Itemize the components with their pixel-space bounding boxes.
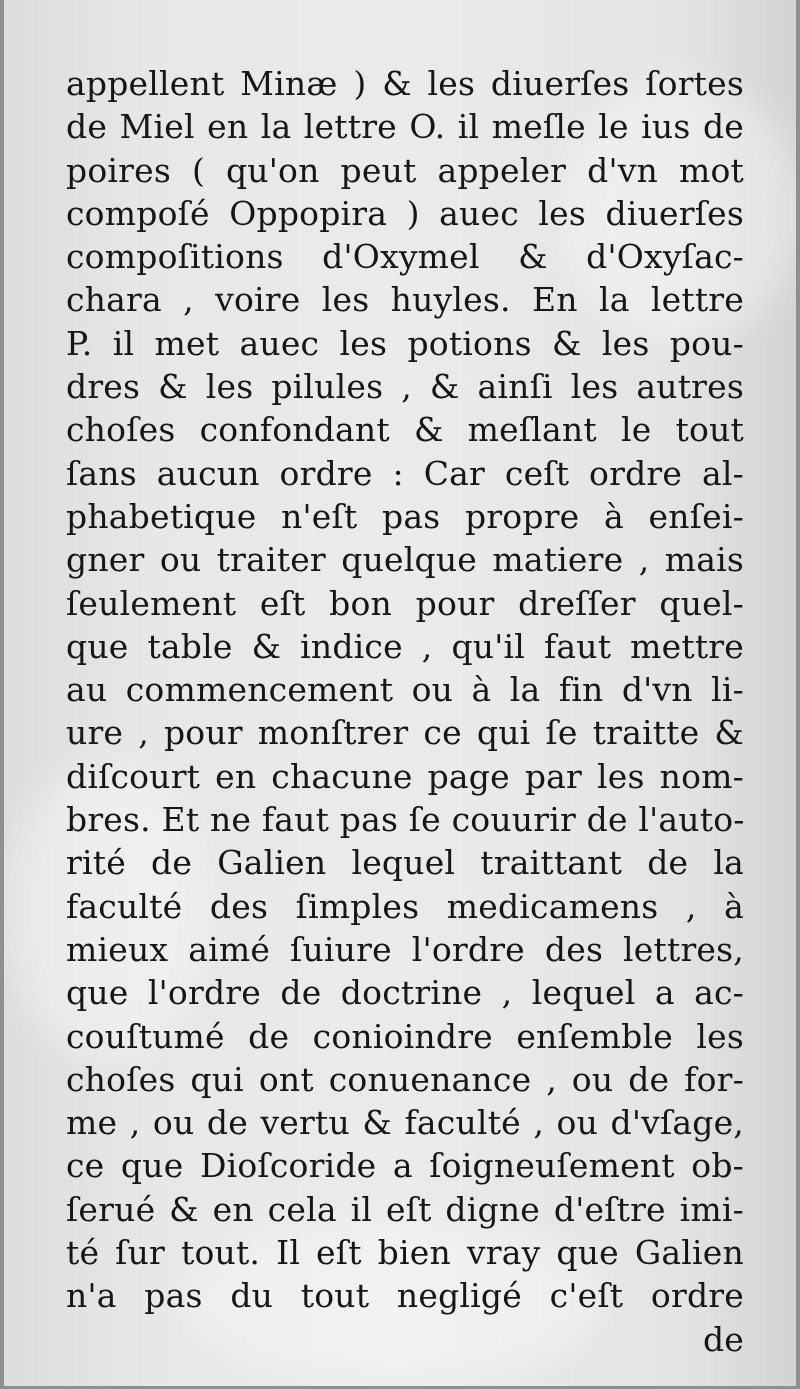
text-line: mieux aimé ſuiure l'ordre des lettres, [66,929,744,969]
text-line: me , ou de vertu & faculté , ou d'vſage, [66,1103,744,1143]
text-line: n'a pas du tout negligé c'eſt ordre [66,1276,744,1316]
text-line: que table & indice , qu'il faut mettre [66,626,744,666]
text-line: poires ( qu'on peut appeler d'vn mot [66,150,744,190]
text-line: au commencement ou à la fin d'vn li- [66,670,744,710]
text-line: P. il met auec les potions & les pou- [66,323,744,363]
body-text [66,62,744,1361]
text-line: ce que Dioſcoride a ſoigneuſement ob- [66,1146,744,1186]
text-line: compoſitions d'Oxymel & d'Oxyſac- [66,237,744,277]
scanned-page [4,0,796,1386]
catchword: de [702,1319,744,1359]
text-line: chara , voire les huyles. En la lettre [66,280,744,320]
text-line: gner ou traiter quelque matiere , mais [66,540,744,580]
text-line: choſes confondant & meſlant le tout [66,410,744,450]
text-line: couſtumé de conioindre enſemble les [66,1016,744,1056]
text-line: choſes qui ont conuenance , ou de for- [66,1059,744,1099]
text-line: ure , pour monſtrer ce qui ſe traitte & [66,713,744,753]
text-line: bres. Et ne faut pas ſe couurir de l'auto- [66,800,745,840]
text-line: que l'ordre de doctrine , lequel a ac- [66,973,744,1013]
text-line: té ſur tout. Il eſt bien vray que Galien [66,1233,744,1273]
text-line: compoſé Oppopira ) auec les diuerſes [66,193,744,233]
text-line: dres & les pilules , & ainſi les autres [66,367,744,407]
text-line: de Miel en la lettre O. il meſle le ius de [66,107,744,147]
text-line: appellent Minæ ) & les diuerſes ſortes [66,64,744,103]
text-line: ſerué & en cela il eſt digne d'eſtre imi- [66,1189,744,1229]
text-line: diſcourt en chacune page par les nom- [66,756,744,796]
text-line: rité de Galien lequel traittant de la [66,843,744,883]
text-line: ſans aucun ordre : Car ceſt ordre al- [66,453,744,493]
text-line: phabetique n'eſt pas propre à enſei- [66,496,744,536]
text-line: ſeulement eſt bon pour dreſſer quel- [66,583,744,623]
text-line: faculté des ſimples medicamens , à [66,886,744,926]
